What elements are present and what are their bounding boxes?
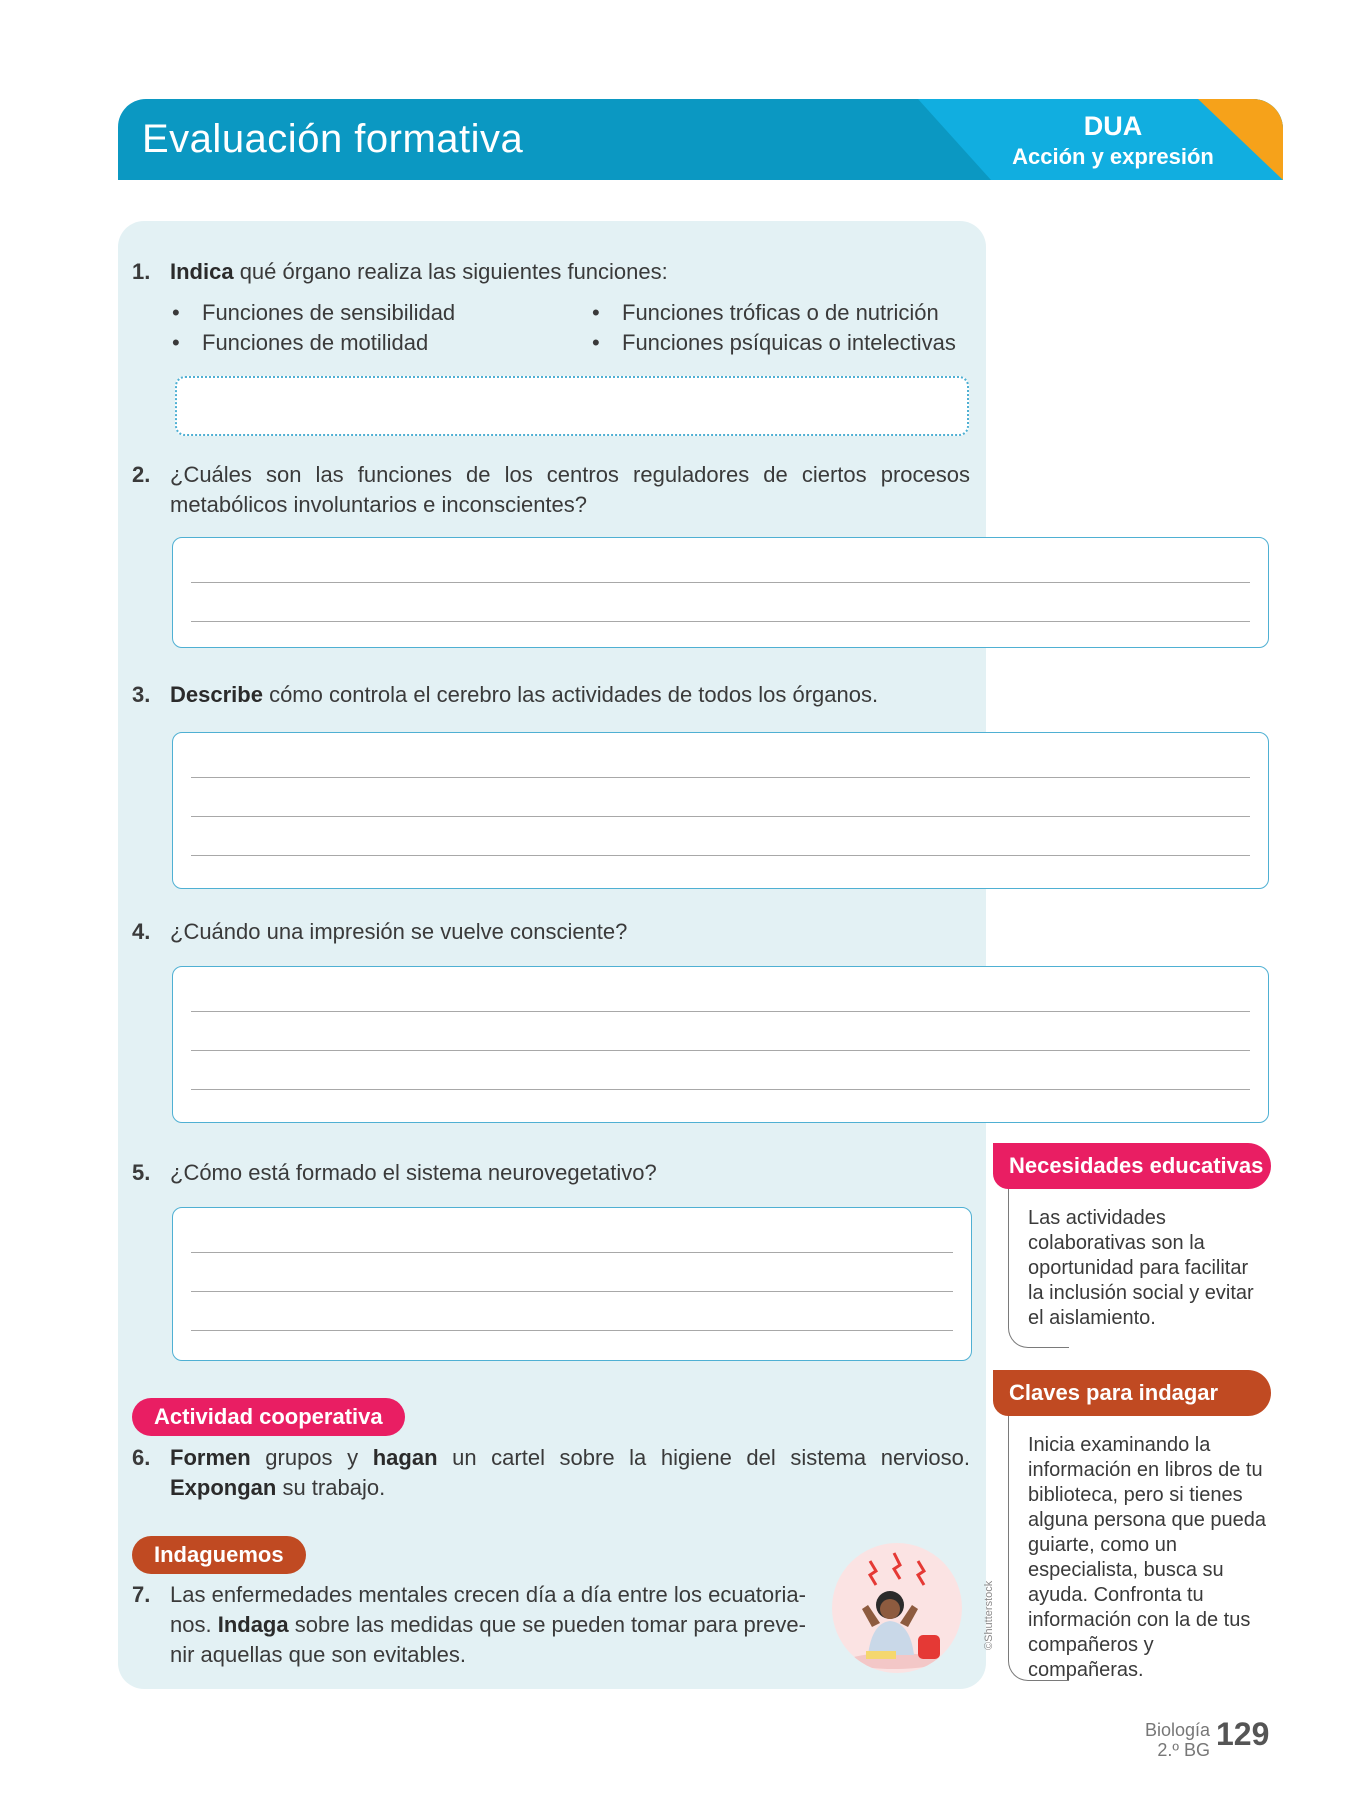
list-item: • Funciones de sensibilidad: [164, 298, 564, 328]
answer-field-q4[interactable]: [172, 966, 1269, 1123]
writing-line: [191, 1089, 1250, 1090]
question-text: su trabajo.: [276, 1475, 386, 1500]
question-number: 3.: [132, 682, 151, 707]
question-6: [132, 1443, 972, 1503]
necesidades-educativas-tab: Necesidades educativas: [993, 1143, 1271, 1189]
necesidades-educativas-text: Las actividades colaborativas son la oportunidad para facilitar la inclusión social y evitar el aislamiento.: [1028, 1207, 1254, 1329]
question-2: [132, 460, 972, 520]
writing-line: [191, 621, 1250, 622]
question-verb: Indica: [170, 259, 234, 284]
list-item: • Funciones de motilidad: [164, 328, 564, 358]
header-banner: [118, 99, 1283, 180]
stressed-person-illustration: [832, 1543, 962, 1673]
question-verb: Expongan: [170, 1475, 277, 1500]
list-item: • Funciones psíquicas o intelectivas: [584, 328, 984, 358]
question-verb: Indaga: [217, 1612, 289, 1637]
question-text: Las enfermedades mentales crecen día a día entre los ecuatoria-nos.: [170, 1582, 806, 1637]
subject-name: Biología: [1144, 1720, 1210, 1740]
writing-line: [191, 1291, 953, 1292]
question-verb: hagan: [372, 1445, 438, 1470]
writing-line: [191, 777, 1250, 778]
question-number: 2.: [132, 462, 151, 487]
answer-field-q3[interactable]: [172, 732, 1269, 889]
writing-line: [191, 1252, 953, 1253]
page-title: Evaluación formativa: [142, 117, 524, 161]
question-number: 6.: [132, 1445, 151, 1470]
answer-field-q2[interactable]: [172, 537, 1269, 648]
tag-indaguemos: Indaguemos: [132, 1536, 306, 1574]
question-verb: Formen: [170, 1445, 251, 1470]
tag-actividad-cooperativa: Actividad cooperativa: [132, 1398, 405, 1436]
question-number: 7.: [132, 1582, 151, 1607]
answer-field-q5[interactable]: [172, 1207, 972, 1361]
question-number: 5.: [132, 1160, 151, 1185]
dua-subtitle: Acción y expresión: [1012, 144, 1214, 169]
dua-title: DUA: [1083, 111, 1143, 141]
claves-para-indagar-tab: Claves para indagar: [993, 1370, 1271, 1416]
bullet-list-right: [584, 298, 984, 358]
question-verb: Describe: [170, 682, 263, 707]
question-text: qué órgano realiza las siguientes funciones:: [233, 259, 668, 284]
question-number: 4.: [132, 919, 151, 944]
writing-line: [191, 1011, 1250, 1012]
answer-field-q1[interactable]: [175, 376, 969, 436]
question-text: ¿Cómo está formado el sistema neurovegetativo?: [170, 1160, 657, 1185]
writing-line: [191, 582, 1250, 583]
grade-label: 2.º BG: [1157, 1740, 1210, 1760]
image-credit: ©Shutterstock: [983, 1580, 995, 1650]
question-text: ¿Cuándo una impresión se vuelve consciente?: [170, 919, 628, 944]
question-text: cómo controla el cerebro las actividades de todos los órganos.: [262, 682, 879, 707]
page-number: 129: [1216, 1716, 1270, 1752]
bullet-list-left: [164, 298, 564, 358]
question-text: grupos y: [250, 1445, 373, 1470]
question-text: ¿Cuáles son las funciones de los centros reguladores de ciertos procesos metabólicos involuntarios e inconscientes?: [170, 462, 970, 517]
question-text: sobre las medidas que se pueden tomar para preve-nir aquellas que son evitables.: [170, 1612, 806, 1667]
question-7: [132, 1580, 832, 1670]
writing-line: [191, 1330, 953, 1331]
claves-para-indagar-text: Inicia examinando la información en libros de tu biblioteca, pero si tienes alguna persona que pueda guiarte, como un especialista, busca su ayuda. Confronta tu información con la de tus compañeros y compañeras.: [1028, 1434, 1266, 1681]
writing-line: [191, 855, 1250, 856]
writing-line: [191, 1050, 1250, 1051]
question-number: 1.: [132, 259, 151, 284]
stressed-person-icon: [832, 1543, 962, 1673]
list-item: • Funciones tróficas o de nutrición: [584, 298, 984, 328]
footer-subject: [1130, 1720, 1210, 1760]
writing-line: [191, 816, 1250, 817]
question-text: un cartel sobre la higiene del sistema nervioso.: [437, 1445, 970, 1470]
